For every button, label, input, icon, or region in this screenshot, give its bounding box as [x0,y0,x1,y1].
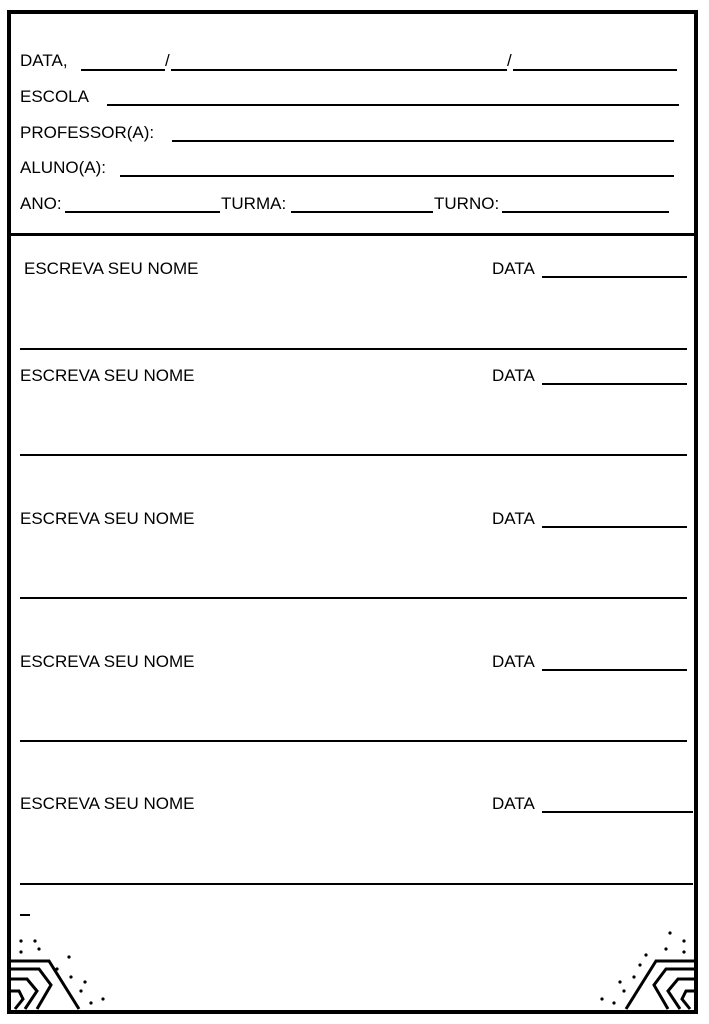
dash-mark [20,914,30,916]
teacher-label: PROFESSOR(A): [20,123,155,142]
worksheet-page [7,10,698,1014]
exercise-date-label: DATA [492,794,535,813]
student-line[interactable] [120,175,674,177]
exercise-prompt: ESCREVA SEU NOME [20,509,195,528]
date-label: DATA, [20,51,68,70]
student-label: ALUNO(A): [20,158,106,177]
class-line[interactable] [291,211,433,213]
exercise-prompt: ESCREVA SEU NOME [20,366,195,385]
exercise-date-label: DATA [492,652,535,671]
year-label: ANO: [20,194,62,213]
date-year-line[interactable] [513,69,677,71]
date-separator-2: / [507,51,512,70]
exercise-date-line[interactable] [542,383,687,385]
exercise-answer-line[interactable] [20,883,693,885]
exercise-answer-line[interactable] [20,740,687,742]
date-month-line[interactable] [171,69,507,71]
exercise-prompt: ESCREVA SEU NOME [24,259,199,278]
exercise-date-label: DATA [492,509,535,528]
date-day-line[interactable] [81,69,165,71]
school-line[interactable] [107,104,679,106]
exercise-prompt: ESCREVA SEU NOME [20,652,195,671]
exercise-answer-line[interactable] [20,597,687,599]
exercise-prompt: ESCREVA SEU NOME [20,794,195,813]
year-line[interactable] [65,211,220,213]
teacher-line[interactable] [172,140,674,142]
shift-label: TURNO: [434,194,500,213]
exercise-answer-line[interactable] [20,454,687,456]
exercise-date-line[interactable] [542,669,687,671]
exercise-date-line[interactable] [542,276,687,278]
exercise-date-line[interactable] [542,526,687,528]
shift-line[interactable] [502,211,669,213]
dotted-chevron-corner-icon [584,919,694,1014]
school-label: ESCOLA [20,87,89,106]
exercise-date-line[interactable] [542,811,693,813]
dotted-chevron-corner-icon [11,919,121,1014]
exercise-date-label: DATA [492,259,535,278]
exercise-date-label: DATA [492,366,535,385]
exercise-answer-line[interactable] [20,348,687,350]
date-separator-1: / [165,51,170,70]
class-label: TURMA: [221,194,287,213]
header-box [11,14,694,236]
